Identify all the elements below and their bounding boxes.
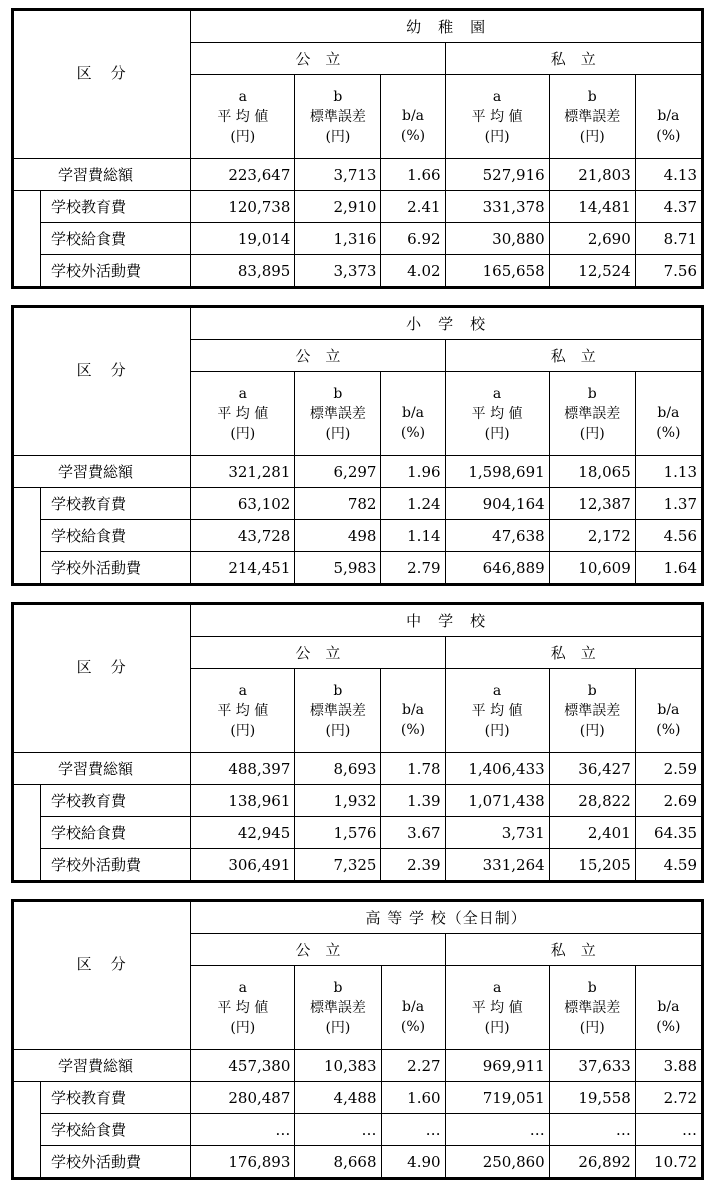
col-unit-yen: (円): [230, 128, 256, 145]
table-row: [13, 1114, 703, 1146]
private-ratio-cell: 1.13: [635, 456, 702, 488]
private-ratio-cell: 4.37: [635, 191, 702, 223]
table-row: [13, 1146, 703, 1179]
col-header-ratio: [635, 669, 702, 753]
private-stderr-cell: 26,892: [549, 1146, 635, 1179]
col-title-ratio: b/a: [657, 998, 680, 1015]
col-unit-percent: (%): [400, 127, 426, 144]
public-stderr-cell: 1,576: [295, 817, 381, 849]
indent-spacer: [13, 552, 41, 585]
col-unit-percent: (%): [400, 721, 426, 738]
row-label: [41, 191, 191, 223]
col-header-mean: [191, 372, 295, 456]
private-mean-cell: 47,638: [445, 520, 549, 552]
public-mean-cell: 306,491: [191, 849, 295, 882]
public-stderr-cell: 8,693: [295, 753, 381, 785]
row-label-text: 学校給食費: [51, 824, 127, 842]
table-row: [13, 1050, 703, 1082]
col-title-mean: 平 均 値: [217, 405, 269, 422]
col-unit-percent: (%): [656, 127, 681, 144]
public-ratio-cell: 3.67: [381, 817, 445, 849]
private-ratio-cell: 1.37: [635, 488, 702, 520]
public-stderr-cell: 8,668: [295, 1146, 381, 1179]
public-stderr-cell: 6,297: [295, 456, 381, 488]
public-mean-cell: 138,961: [191, 785, 295, 817]
col-unit-yen: (円): [484, 425, 510, 442]
col-header-stderr: [295, 372, 381, 456]
indent-spacer: [13, 255, 41, 288]
public-ratio-cell: 1.66: [381, 159, 445, 191]
col-title-stderr: 標準誤差: [309, 999, 366, 1016]
private-stderr-cell: …: [549, 1114, 635, 1146]
table-row: [13, 488, 703, 520]
row-label-text: 学校教育費: [51, 198, 127, 216]
public-ratio-cell: 1.96: [381, 456, 445, 488]
col-letter-a: a: [492, 979, 502, 996]
indent-spacer: [13, 817, 41, 849]
public-stderr-cell: 5,983: [295, 552, 381, 585]
table-row: [13, 817, 703, 849]
row-label: [41, 817, 191, 849]
public-mean-cell: 120,738: [191, 191, 295, 223]
kubun-header: 区 分: [13, 10, 191, 159]
level-header-row: [13, 10, 703, 43]
private-header: 私 立: [445, 340, 702, 372]
public-stderr-cell: 1,932: [295, 785, 381, 817]
public-stderr-cell: 1,316: [295, 223, 381, 255]
col-unit-yen: (円): [579, 1019, 605, 1036]
public-mean-cell: 43,728: [191, 520, 295, 552]
col-header-mean: [191, 966, 295, 1050]
col-letter-a: a: [492, 682, 502, 699]
col-letter-a: a: [492, 88, 502, 105]
table-row: [13, 191, 703, 223]
col-title-ratio: b/a: [402, 998, 425, 1015]
col-unit-percent: (%): [656, 1018, 681, 1035]
public-mean-cell: 63,102: [191, 488, 295, 520]
private-mean-cell: 527,916: [445, 159, 549, 191]
public-mean-cell: 280,487: [191, 1082, 295, 1114]
col-title-mean: 平 均 値: [471, 999, 523, 1016]
private-ratio-cell: 4.59: [635, 849, 702, 882]
private-ratio-cell: 1.64: [635, 552, 702, 585]
col-unit-yen: (円): [325, 128, 351, 145]
public-mean-cell: 19,014: [191, 223, 295, 255]
public-stderr-cell: 782: [295, 488, 381, 520]
private-stderr-cell: 19,558: [549, 1082, 635, 1114]
col-letter-b: b: [587, 88, 597, 105]
public-header: 公 立: [191, 43, 445, 75]
col-title-ratio: b/a: [401, 701, 425, 718]
table-row: [13, 456, 703, 488]
col-header-stderr: [295, 75, 381, 159]
col-title-ratio: b/a: [657, 701, 680, 718]
col-letter-b: b: [333, 979, 343, 996]
private-ratio-cell: 7.56: [635, 255, 702, 288]
indent-spacer: [13, 849, 41, 882]
col-title-mean: 平 均 値: [471, 405, 523, 422]
public-mean-cell: …: [191, 1114, 295, 1146]
col-header-mean: [445, 669, 549, 753]
table-row: [13, 1082, 703, 1114]
row-label: [41, 255, 191, 288]
indent-spacer: [13, 488, 41, 520]
row-label: [41, 1082, 191, 1114]
col-header-mean: [445, 966, 549, 1050]
public-stderr-cell: 498: [295, 520, 381, 552]
col-unit-yen: (円): [325, 722, 351, 739]
col-unit-yen: (円): [484, 722, 510, 739]
public-stderr-cell: 3,713: [295, 159, 381, 191]
private-stderr-cell: 12,524: [549, 255, 635, 288]
private-ratio-cell: 2.69: [635, 785, 702, 817]
col-title-mean: 平 均 値: [217, 999, 269, 1016]
col-header-stderr: [549, 966, 635, 1050]
col-title-stderr: 標準誤差: [564, 405, 621, 422]
col-unit-percent: (%): [656, 721, 681, 738]
school-level-title: 小 学 校: [191, 307, 703, 340]
private-mean-cell: 331,378: [445, 191, 549, 223]
private-mean-cell: 30,880: [445, 223, 549, 255]
indent-spacer: [13, 1082, 41, 1114]
row-label-text: 学校給食費: [51, 1121, 127, 1139]
row-label-text: 学校教育費: [51, 495, 127, 513]
row-label-text: 学校教育費: [51, 792, 127, 810]
col-title-stderr: 標準誤差: [309, 108, 366, 125]
public-ratio-cell: …: [381, 1114, 445, 1146]
private-header: 私 立: [445, 637, 702, 669]
row-label-text: 学校外活動費: [51, 856, 142, 874]
col-header-ratio: [635, 75, 702, 159]
col-header-stderr: [549, 669, 635, 753]
row-label: [41, 849, 191, 882]
public-header: 公 立: [191, 340, 445, 372]
private-ratio-cell: 2.72: [635, 1082, 702, 1114]
col-title-stderr: 標準誤差: [564, 999, 621, 1016]
row-label-text: 学校外活動費: [51, 559, 142, 577]
public-ratio-cell: 4.90: [381, 1146, 445, 1179]
public-mean-cell: 83,895: [191, 255, 295, 288]
expense-table: [11, 305, 704, 586]
col-unit-yen: (円): [579, 128, 605, 145]
indent-spacer: [13, 1146, 41, 1179]
table-row: [13, 849, 703, 882]
col-header-stderr: [549, 75, 635, 159]
private-stderr-cell: 10,609: [549, 552, 635, 585]
col-unit-percent: (%): [656, 424, 681, 441]
col-title-ratio: b/a: [657, 107, 680, 124]
col-unit-yen: (円): [230, 425, 256, 442]
col-letter-a: a: [492, 385, 502, 402]
row-label-text: 学習費総額: [58, 760, 134, 778]
col-title-stderr: 標準誤差: [309, 702, 366, 719]
col-header-mean: [191, 75, 295, 159]
public-mean-cell: 176,893: [191, 1146, 295, 1179]
col-title-stderr: 標準誤差: [564, 702, 621, 719]
col-letter-a: a: [238, 979, 247, 996]
level-header-row: [13, 307, 703, 340]
col-unit-yen: (円): [230, 1019, 256, 1036]
private-ratio-cell: 2.59: [635, 753, 702, 785]
row-label: [13, 1050, 191, 1082]
col-letter-a: a: [238, 88, 247, 105]
public-ratio-cell: 1.39: [381, 785, 445, 817]
col-letter-a: a: [238, 385, 247, 402]
row-label-text: 学校外活動費: [51, 1153, 142, 1171]
col-unit-yen: (円): [230, 722, 256, 739]
col-title-mean: 平 均 値: [471, 702, 523, 719]
row-label: [13, 159, 191, 191]
private-stderr-cell: 15,205: [549, 849, 635, 882]
table-row: [13, 753, 703, 785]
public-header: 公 立: [191, 637, 445, 669]
school-level-title: 中 学 校: [191, 604, 703, 637]
table-row: [13, 520, 703, 552]
table-row: [13, 159, 703, 191]
row-label: [41, 1114, 191, 1146]
table-row: [13, 552, 703, 585]
private-stderr-cell: 2,172: [549, 520, 635, 552]
row-label: [41, 1146, 191, 1179]
row-label: [13, 456, 191, 488]
col-unit-yen: (円): [484, 1019, 510, 1036]
col-letter-a: a: [238, 682, 247, 699]
col-title-ratio: b/a: [657, 404, 680, 421]
col-title-ratio: b/a: [401, 107, 425, 124]
public-ratio-cell: 2.39: [381, 849, 445, 882]
expense-table: [11, 8, 704, 289]
row-label-text: 学習費総額: [58, 463, 134, 481]
school-level-title: 幼 稚 園: [191, 10, 703, 43]
public-ratio-cell: 2.79: [381, 552, 445, 585]
col-unit-yen: (円): [579, 722, 605, 739]
col-unit-percent: (%): [400, 1018, 426, 1035]
col-letter-b: b: [333, 385, 343, 402]
table-row: [13, 223, 703, 255]
private-ratio-cell: 64.35: [635, 817, 702, 849]
row-label-text: 学習費総額: [58, 1057, 134, 1075]
public-stderr-cell: 10,383: [295, 1050, 381, 1082]
public-stderr-cell: 7,325: [295, 849, 381, 882]
public-stderr-cell: 2,910: [295, 191, 381, 223]
row-label-text: 学校外活動費: [51, 262, 142, 280]
private-mean-cell: 646,889: [445, 552, 549, 585]
public-mean-cell: 321,281: [191, 456, 295, 488]
private-ratio-cell: 8.71: [635, 223, 702, 255]
private-mean-cell: 969,911: [445, 1050, 549, 1082]
public-ratio-cell: 1.60: [381, 1082, 445, 1114]
col-header-ratio: [635, 966, 702, 1050]
col-header-ratio: [381, 75, 445, 159]
col-letter-b: b: [587, 682, 597, 699]
expense-table: [11, 899, 704, 1180]
indent-spacer: [13, 223, 41, 255]
table-row: [13, 255, 703, 288]
col-header-ratio: [381, 372, 445, 456]
col-header-mean: [191, 669, 295, 753]
private-stderr-cell: 2,401: [549, 817, 635, 849]
col-title-stderr: 標準誤差: [564, 108, 621, 125]
private-mean-cell: 250,860: [445, 1146, 549, 1179]
public-header: 公 立: [191, 934, 445, 966]
private-stderr-cell: 21,803: [549, 159, 635, 191]
private-mean-cell: 1,598,691: [445, 456, 549, 488]
public-mean-cell: 223,647: [191, 159, 295, 191]
private-ratio-cell: 3.88: [635, 1050, 702, 1082]
private-mean-cell: 3,731: [445, 817, 549, 849]
private-ratio-cell: …: [635, 1114, 702, 1146]
col-letter-b: b: [333, 88, 343, 105]
col-header-ratio: [635, 372, 702, 456]
row-label: [41, 520, 191, 552]
row-label: [41, 552, 191, 585]
col-letter-b: b: [333, 682, 343, 699]
col-unit-percent: (%): [400, 424, 426, 441]
kubun-header: 区 分: [13, 307, 191, 456]
table-row: [13, 785, 703, 817]
col-title-mean: 平 均 値: [217, 702, 269, 719]
school-level-title: 高 等 学 校（全日制）: [191, 901, 703, 934]
public-ratio-cell: 1.78: [381, 753, 445, 785]
row-label: [41, 488, 191, 520]
col-letter-b: b: [587, 385, 597, 402]
public-ratio-cell: 4.02: [381, 255, 445, 288]
col-title-stderr: 標準誤差: [309, 405, 366, 422]
private-ratio-cell: 4.56: [635, 520, 702, 552]
expense-table: [11, 602, 704, 883]
private-mean-cell: 331,264: [445, 849, 549, 882]
public-mean-cell: 457,380: [191, 1050, 295, 1082]
row-label-text: 学習費総額: [58, 166, 134, 184]
private-ratio-cell: 4.13: [635, 159, 702, 191]
private-mean-cell: 1,406,433: [445, 753, 549, 785]
private-mean-cell: 1,071,438: [445, 785, 549, 817]
level-header-row: [13, 604, 703, 637]
public-ratio-cell: 2.41: [381, 191, 445, 223]
private-header: 私 立: [445, 43, 702, 75]
school-expense-tables: [11, 8, 704, 1196]
public-mean-cell: 214,451: [191, 552, 295, 585]
col-letter-b: b: [587, 979, 597, 996]
public-stderr-cell: …: [295, 1114, 381, 1146]
private-mean-cell: 719,051: [445, 1082, 549, 1114]
row-label: [41, 223, 191, 255]
kubun-header: 区 分: [13, 901, 191, 1050]
private-mean-cell: 165,658: [445, 255, 549, 288]
private-stderr-cell: 2,690: [549, 223, 635, 255]
public-ratio-cell: 2.27: [381, 1050, 445, 1082]
row-label: [13, 753, 191, 785]
private-stderr-cell: 36,427: [549, 753, 635, 785]
col-header-ratio: [381, 669, 445, 753]
col-unit-yen: (円): [325, 1019, 351, 1036]
col-header-stderr: [295, 966, 381, 1050]
col-title-mean: 平 均 値: [471, 108, 523, 125]
private-stderr-cell: 37,633: [549, 1050, 635, 1082]
col-header-stderr: [295, 669, 381, 753]
public-stderr-cell: 4,488: [295, 1082, 381, 1114]
private-stderr-cell: 28,822: [549, 785, 635, 817]
indent-spacer: [13, 1114, 41, 1146]
public-stderr-cell: 3,373: [295, 255, 381, 288]
private-mean-cell: 904,164: [445, 488, 549, 520]
private-ratio-cell: 10.72: [635, 1146, 702, 1179]
col-header-mean: [445, 372, 549, 456]
level-header-row: [13, 901, 703, 934]
private-header: 私 立: [445, 934, 702, 966]
indent-spacer: [13, 785, 41, 817]
col-title-ratio: b/a: [401, 404, 425, 421]
public-ratio-cell: 6.92: [381, 223, 445, 255]
col-header-mean: [445, 75, 549, 159]
private-stderr-cell: 14,481: [549, 191, 635, 223]
public-mean-cell: 42,945: [191, 817, 295, 849]
row-label: [41, 785, 191, 817]
public-ratio-cell: 1.14: [381, 520, 445, 552]
private-mean-cell: …: [445, 1114, 549, 1146]
indent-spacer: [13, 520, 41, 552]
private-stderr-cell: 12,387: [549, 488, 635, 520]
indent-spacer: [13, 191, 41, 223]
public-ratio-cell: 1.24: [381, 488, 445, 520]
row-label-text: 学校教育費: [51, 1089, 127, 1107]
row-label-text: 学校給食費: [51, 230, 127, 248]
col-unit-yen: (円): [579, 425, 605, 442]
kubun-header: 区 分: [13, 604, 191, 753]
col-header-stderr: [549, 372, 635, 456]
col-unit-yen: (円): [484, 128, 510, 145]
col-title-mean: 平 均 値: [217, 108, 269, 125]
public-mean-cell: 488,397: [191, 753, 295, 785]
col-unit-yen: (円): [325, 425, 351, 442]
row-label-text: 学校給食費: [51, 527, 127, 545]
private-stderr-cell: 18,065: [549, 456, 635, 488]
col-header-ratio: [381, 966, 445, 1050]
